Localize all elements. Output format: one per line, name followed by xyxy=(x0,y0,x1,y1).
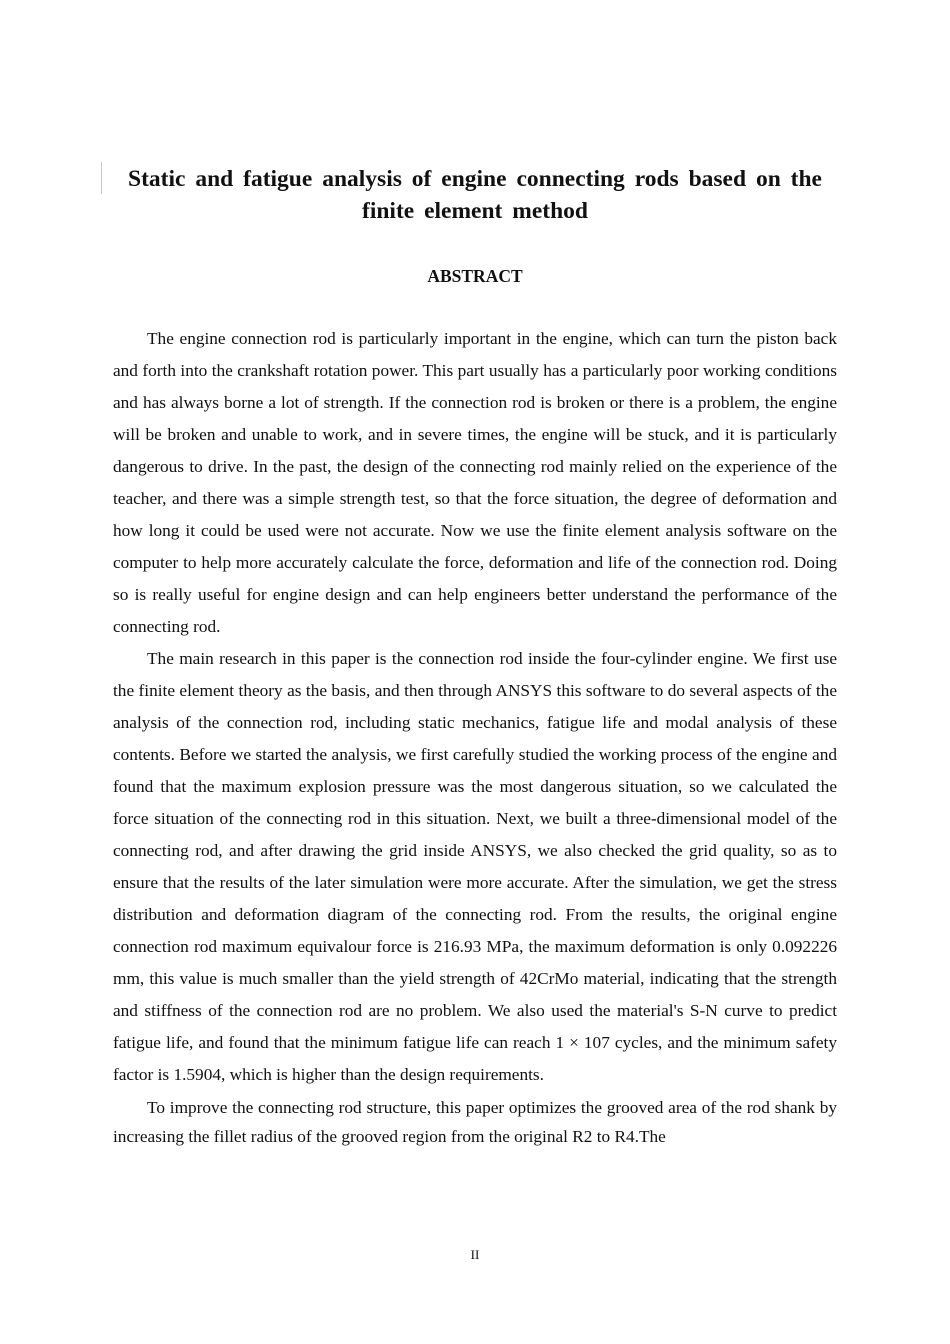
abstract-paragraph-3: To improve the connecting rod structure, this paper optimizes the grooved area of the rod shank by increasing the fillet radius of the grooved region from the original R2 to R4.The xyxy=(113,1098,837,1146)
abstract-body xyxy=(113,323,837,1151)
abstract-paragraph-2: The main research in this paper is the connection rod inside the four-cylinder engine. We first use the finite element theory as the basis, and then through ANSYS this software to do several aspects of the analysis of the connection rod, including static mechanics, fatigue life and modal analysis of these contents. Before we started the analysis, we first carefully studied the working process of the engine and found that the maximum explosion pressure was the most dangerous situation, so we calculated the force situation of the connecting rod in this situation. Next, we built a three-dimensional model of the connecting rod, and after drawing the grid inside ANSYS, we also checked the grid quality, so as to ensure that the results of the later simulation were more accurate. After the simulation, we get the stress distribution and deformation diagram of the connecting rod. From the results, the original engine connection rod maximum equivalour force is 216.93 MPa, the maximum deformation is only 0.092226 mm, this value is much smaller than the yield strength of 42CrMo material, indicating that the strength and stiffness of the connection rod are no problem. We also used the material's S-N curve to predict fatigue life, and found that the minimum fatigue life can reach 1 × 107 cycles, and the minimum safety factor is 1.5904, which is higher than the design requirements. xyxy=(113,649,837,1084)
paper-title: Static and fatigue analysis of engine connecting rods based on the finite element method xyxy=(128,166,822,224)
margin-marker xyxy=(101,162,102,194)
page-number: II xyxy=(470,1247,480,1262)
abstract-heading: ABSTRACT xyxy=(427,266,523,286)
abstract-paragraph-1: The engine connection rod is particularly important in the engine, which can turn the piston back and forth into the crankshaft rotation power. This part usually has a particularly poor working conditions and has always borne a lot of strength. If the connection rod is broken or there is a problem, the engine will be broken and unable to work, and in severe times, the engine will be stuck, and it is particularly dangerous to drive. In the past, the design of the connecting rod mainly relied on the experience of the teacher, and there was a simple strength test, so that the force situation, the degree of deformation and how long it could be used were not accurate. Now we use the finite element analysis software on the computer to help more accurately calculate the force, deformation and life of the connection rod. Doing so is really useful for engine design and can help engineers better understand the performance of the connecting rod. xyxy=(113,329,837,636)
